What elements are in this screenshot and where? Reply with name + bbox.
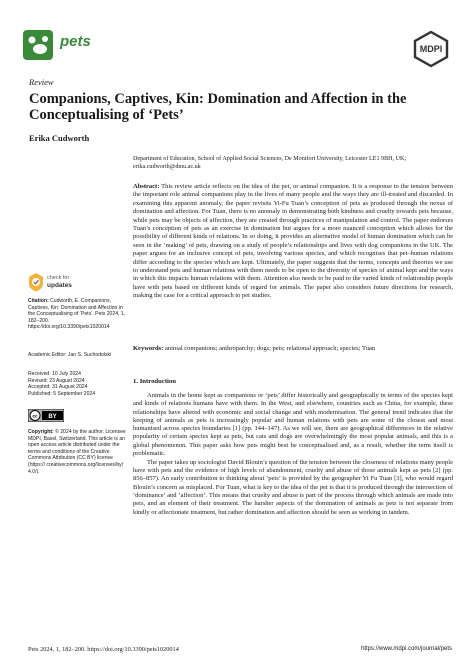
- author-name: Erika Cudworth: [29, 133, 90, 143]
- accepted-date: Accepted: 31 August 2024: [28, 384, 88, 391]
- abstract-text: This review article reflects on the idea of the pet, or animal companion. It is a response to the tension between the important role animal companions play in the lives of many people and the ways they are ill-treated and discarded. In examining this apparent anomaly, the paper revisits Yi-Fu Tuan’s conception of pets as produced through the nexus of domination and affection. For Tuan, there is no anomaly in demonstrating both kindness and cruelty towards pets because, while pets may be objects of affection, they are created through practices of manipulation and control. The paper endorses Tuan’s conception of pets as an exercise in domination but argues for a more nuanced conception which allows for the possibility of different kinds of relations. In so doing, it provides an alternative model of human domination which can be seen in the ‘making’ of pets, drawing on a study of people’s relationships and lives with dog companions in the UK. The paper argues for an inclusive concept of pets, involving various species, and which recognises that pet–human relations differ according to the species which are kept. Ultimately, the paper suggests that the terms, concepts and theories we use to understand pets and human relations with them needs to be open to the diversity of species of animal kept and the ways in which this impacts human relations with them. Attention also needs to be paid to the varied kinds of relationship people have with pets based on different kinds of regard for animals. The paper also considers future directions for research, making the case for a critical approach to pet studies.: [133, 183, 454, 300]
- cc-by-license-icon[interactable]: [28, 409, 64, 422]
- citation-block: [28, 298, 126, 331]
- keywords-label: Keywords:: [133, 345, 164, 352]
- publication-dates: [28, 371, 126, 397]
- section-heading: 1. Introduction: [133, 378, 176, 385]
- published-date: Published: 5 September 2024: [28, 390, 96, 397]
- keywords: [133, 345, 453, 353]
- copyright-label: Copyright:: [28, 429, 54, 435]
- check-updates-line2: updates: [47, 282, 72, 289]
- mdpi-logo-text: MDPI: [419, 44, 443, 54]
- affiliation: Department of Education, School of Applied Social Sciences, De Montfort University, Leicester LE1 9BH, UK; erika.cudworth@dmu.ac.uk: [133, 156, 407, 170]
- copyright-block: [28, 429, 126, 475]
- footer-citation: Pets 2024, 1, 182–200. https://doi.org/10.3390/pets1020014: [28, 646, 179, 653]
- reference-link[interactable]: 3: [396, 475, 400, 483]
- journal-name: pets: [60, 33, 91, 50]
- reference-link[interactable]: 2: [435, 467, 439, 475]
- check-updates-icon: [28, 272, 44, 292]
- paragraph: The paper takes up sociologist David Blouin’s question of the tension between the closeness of relations many people have with pets and the evidence of high levels of abandonment, cruelty and abuse of those animals kept as pets [2] (pp. 856–857). An early contribution to thinking about ‘pets’ is provided by the geographer Yi Fu Tuan [3], who would regard Blouin’s concern as misplaced. For Tuan, what is key to the idea of the pet is that it is produced through the intersection of ‘dominance’ and ‘affection’. This means that cruelty and abuse is part of the process through which animals are made into pets, and an element of their treatment. The harsher aspects of the domination of animals as pets is not separate from kindly or affectionate treatment, but rather domination and affection should be seen as working in tandem.: [133, 458, 453, 516]
- reference-link[interactable]: 1: [234, 425, 239, 433]
- check-for-updates-button[interactable]: [28, 272, 88, 294]
- citation-label: Citation:: [28, 298, 49, 304]
- article-type: Review: [29, 77, 54, 87]
- check-updates-line1: check for: [47, 275, 70, 281]
- mdpi-logo-icon: [412, 30, 450, 68]
- copyright-text: © 2024 by the author. Licensee MDPI, Basel, Switzerland. This article is an open access article distributed under the terms and conditions of the Creative Commons Attribution (CC BY) license (https:// creativecommons.org/licenses/by/ 4.0/).: [28, 429, 126, 475]
- citation-text: Cudworth, E. Companions, Captives, Kin: Domination and Affection in the Conceptualising of ‘Pets’. Pets 2024, 1, 182–200. https://doi.org/10.3390/pets1020014: [28, 298, 126, 331]
- svg-text:BY: BY: [48, 414, 57, 420]
- journal-logo-icon: [23, 30, 53, 60]
- paragraph: Animals in the home kept as companions or ‘pets’ differ historically and geographically in terms of the species kept and kinds of relations humans have with them. In the West, and elsewhere, countries such as China, for example, these relationships have altered with economic and social change and with modernisation. The general trend indicates that the keeping of animals as pets is increasingly popular and human relations with pets are some of the closest and most humanised across species boundaries [1] (pp. 144–147). As we will see, there are geographical differences in the relative popularity of certain species kept as pets, but cats and dogs are overwhelmingly the most popular animals, and this is a global phenomenon. This paper asks how pets might best be conceptualised and, as a result, whether the term itself is problematic.: [133, 392, 453, 458]
- article-title: Companions, Captives, Kin: Domination and Affection in the Conceptualising of ‘Pets’: [29, 91, 407, 123]
- introduction-body: [133, 392, 453, 517]
- academic-editor: Academic Editor: Jan S. Suchodolski: [28, 352, 112, 358]
- received-date: Received: 10 July 2024: [28, 371, 81, 377]
- revised-date: Revised: 23 August 2024: [28, 377, 85, 384]
- abstract: [133, 183, 453, 301]
- svg-text:cc: cc: [32, 414, 38, 420]
- footer-journal-url[interactable]: https://www.mdpi.com/journal/pets: [361, 646, 453, 652]
- keywords-text: animal companions; anthroparchy; dogs; pets; relational approach; species; Tuan: [164, 345, 376, 352]
- abstract-label: Abstract:: [133, 183, 160, 190]
